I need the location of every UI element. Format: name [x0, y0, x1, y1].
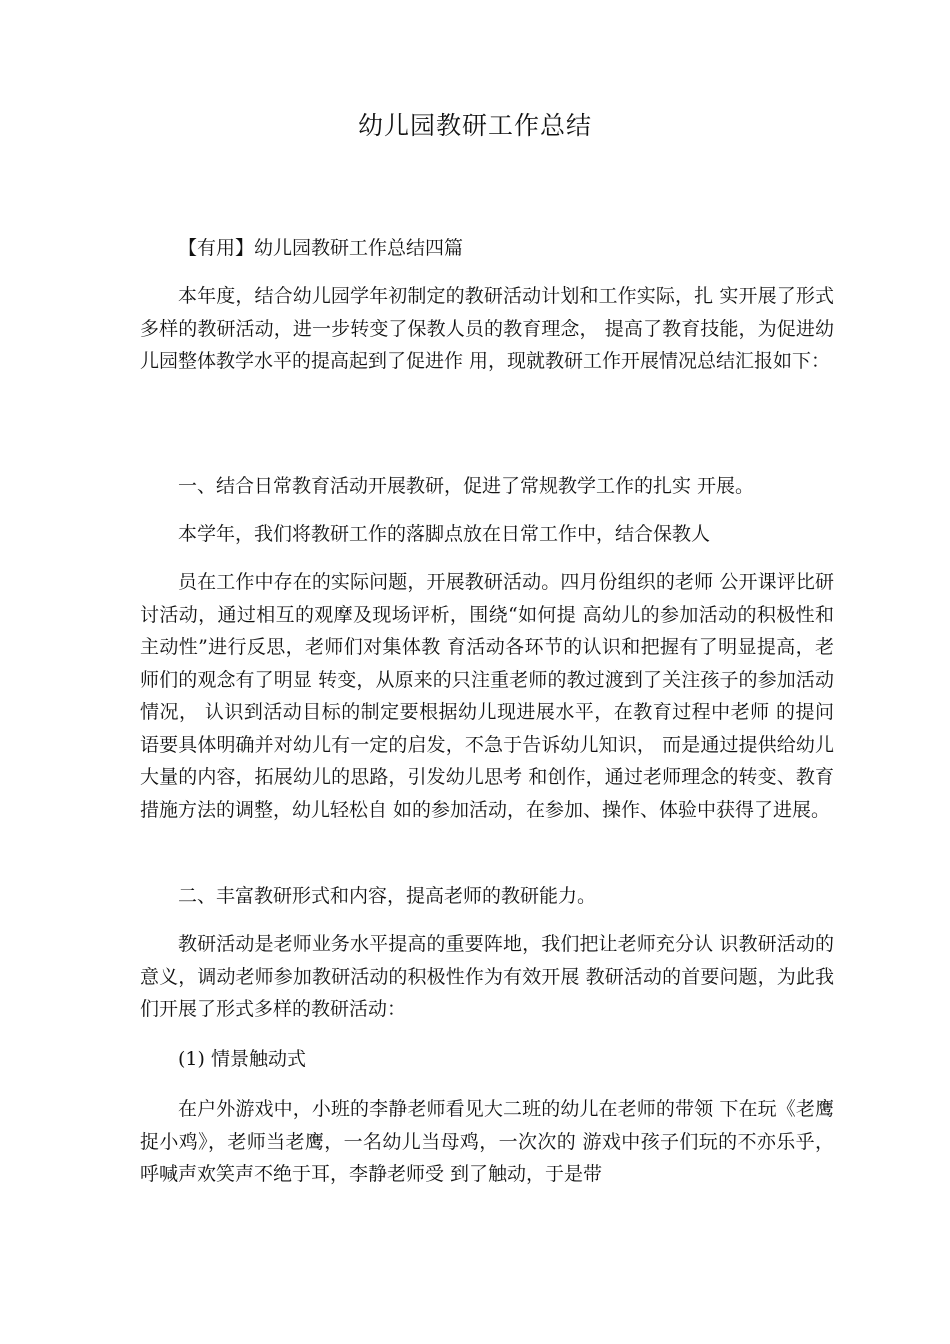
- subsection-paragraph: 在户外游戏中，小班的李静老师看见大二班的幼儿在老师的带领 下在玩《老鹰捉小鸡》，老师当老鹰，一名幼儿当母鸡，一次次的 游戏中孩子们玩的不亦乐乎，呼喊声欢笑声不绝于耳，李静老师受 到了触动，于是带: [140, 1098, 834, 1185]
- section-one-paragraph-body: 员在工作中存在的实际问题，开展教研活动。四月份组织的老师 公开课评比研讨活动，通过相互的观摩及现场评析，围绕“如何提 高幼儿的参加活动的积极性和主动性”进行反思，老师们对集体教 育活动各环节的认识和把握有了明显提高，老师们的观念有了明显 转变，从原来的只注重老师的教过渡到了关注孩子的参加活动情况， 认识到活动目标的制定要根据幼儿现进展水平，在教育过程中老师 的提问语要具体明确并对幼儿有一定的启发，不急于告诉幼儿知识， 而是通过提供给幼儿大量的内容，拓展幼儿的思路，引发幼儿思考 和创作，通过老师理念的转变、教育措施方法的调整，幼儿轻松自 如的参加活动，在参加、操作、体验中获得了进展。: [140, 571, 834, 821]
- subsection-heading: (1) 情景触动式: [178, 1048, 306, 1070]
- intro-paragraph: 本年度，结合幼儿园学年初制定的教研活动计划和工作实际，扎 实开展了形式多样的教研活动，进一步转变了保教人员的教育理念， 提高了教育技能，为促进幼儿园整体教学水平的提高起到了促进作 用，现就教研工作开展情况总结汇报如下：: [140, 285, 834, 372]
- document-title: 幼儿园教研工作总结: [357, 111, 592, 140]
- subtitle-paragraph: 【有用】幼儿园教研工作总结四篇: [178, 237, 464, 259]
- section-two-heading: 二、丰富教研形式和内容，提高老师的教研能力。: [178, 885, 597, 907]
- section-one-paragraph-start: 本学年，我们将教研工作的落脚点放在日常工作中，结合保教人: [178, 523, 711, 545]
- section-one-heading: 一、结合日常教育活动开展教研，促进了常规教学工作的扎实 开展。: [178, 475, 755, 497]
- section-two-paragraph: 教研活动是老师业务水平提高的重要阵地，我们把让老师充分认 识教研活动的意义，调动老师参加教研活动的积极性作为有效开展 教研活动的首要问题，为此我们开展了形式多样的教研活动：: [140, 933, 834, 1020]
